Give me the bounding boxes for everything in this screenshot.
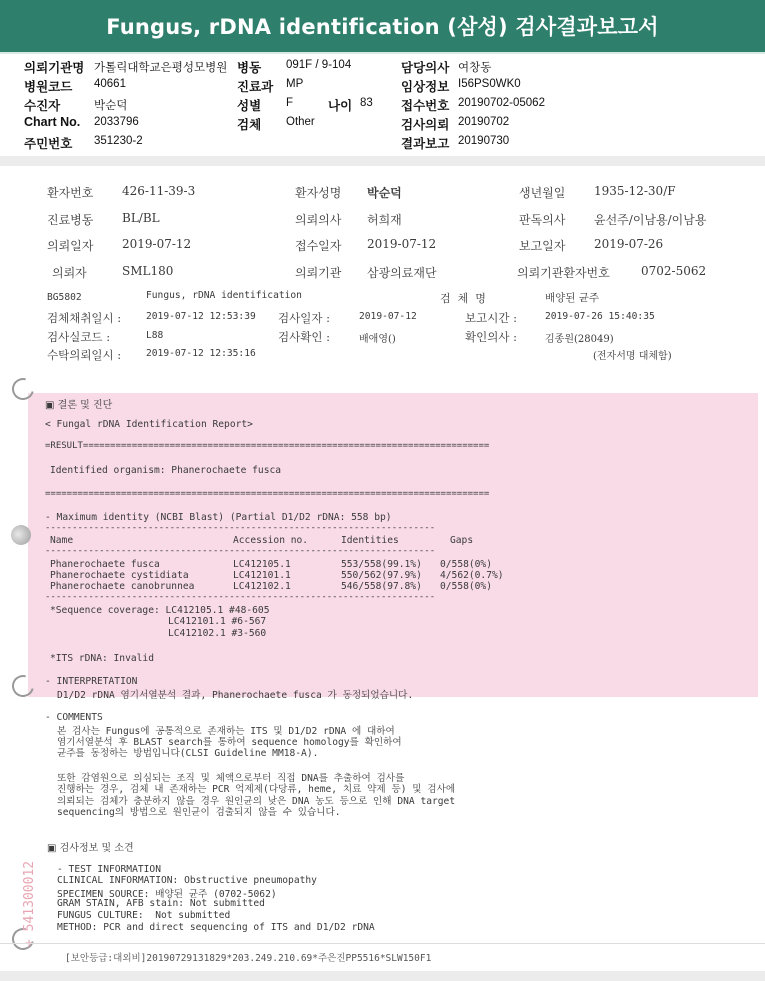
requester-label: 의뢰자 <box>52 266 87 280</box>
patient-name: 박순덕 <box>367 186 402 200</box>
confirm: 배애영() <box>359 334 396 345</box>
patient-no: 426-11-39-3 <box>122 184 196 198</box>
vertical-stamp: + 541300012 <box>22 860 37 947</box>
patient-label: 수진자 <box>24 99 61 113</box>
sex-label: 성별 <box>237 99 262 113</box>
receipt-value: 20190702-05062 <box>458 97 545 109</box>
test-info-line: GRAM STAIN, AFB stain: Not submitted <box>57 898 265 909</box>
specimen-value: Other <box>286 116 315 128</box>
comments-title: - COMMENTS <box>45 712 103 723</box>
exam-date: 2019-07-12 <box>359 311 417 322</box>
chart-label: Chart No. <box>24 115 81 129</box>
equals-divider: ================================================================================== <box>45 489 490 499</box>
hospcode-label: 병원코드 <box>24 80 73 94</box>
col-accession: Accession no. <box>233 535 309 546</box>
confirm-doc: 김종원(28049) <box>545 334 614 345</box>
request-label: 검사의뢰 <box>401 118 450 132</box>
table-row: Phanerochaete canobrunnea <box>50 581 195 592</box>
report-title: Fungus, rDNA identification (삼성) 검사결과보고서 <box>106 15 659 39</box>
dob-label: 생년월일 <box>519 186 566 200</box>
specimen-label: 검체 <box>237 118 262 132</box>
interpretation-text: D1/D2 rDNA 염기서열분석 결과, Phanerochaete fusca 가 동정되었습니다. <box>57 690 414 701</box>
patient-value: 박순덕 <box>94 100 128 112</box>
comment-line: sequencing의 방법으로 원인균이 검출되지 않을 수 있습니다. <box>57 807 341 818</box>
req-date-label: 의뢰일자 <box>47 239 94 253</box>
confirm-label: 검사확인 : <box>278 330 330 344</box>
comment-line: 본 검사는 Fungus에 공통적으로 존재하는 ITS 및 D1/D2 rDNA 에 대하여 <box>57 726 395 737</box>
sex-value: F <box>286 97 294 109</box>
report-subtitle: < Fungal rDNA Identification Report> <box>45 419 253 430</box>
age-value: 83 <box>360 97 373 109</box>
table-bottom-rule: ------------------------------------------------------------------------ <box>45 592 436 602</box>
header-info <box>0 54 765 154</box>
comment-line: 또한 감염원으로 의심되는 조직 및 체액으로부터 직접 DNA를 추출하여 검사를 <box>57 773 405 784</box>
table-cell: 553/558(99.1%) <box>341 559 422 570</box>
test-info-line: SPECIMEN SOURCE: 배양된 균주 (0702-5062) <box>57 889 277 900</box>
comment-line: 염기서열분석 후 BLAST search를 통하여 sequence homology를 확인하여 <box>57 737 402 748</box>
its-rdna: *ITS rDNA: Invalid <box>50 653 154 664</box>
ref-doctor: 허희재 <box>367 213 402 227</box>
request-value: 20190702 <box>458 116 510 128</box>
reading-label: 판독의사 <box>519 213 566 227</box>
consign-label: 수탁의뢰일시 : <box>47 348 122 362</box>
sequence-coverage: LC412102.1 #3-560 <box>168 628 267 639</box>
confirm-doc-label: 확인의사 : <box>465 330 517 344</box>
comment-line: 균주를 동정하는 방법입니다(CLSI Guideline MM18-A). <box>57 748 319 759</box>
rcv-date: 2019-07-12 <box>367 237 437 251</box>
institution-label: 의뢰기관명 <box>24 61 85 75</box>
rrn-value: 351230-2 <box>94 135 143 147</box>
specimen-name-label: 검 체 명 <box>440 292 486 305</box>
dept-value: MP <box>286 78 304 90</box>
test-code: BG5802 <box>47 292 82 303</box>
section-test-info: ▣ 검사정보 및 소견 <box>47 843 134 854</box>
clinical-label: 임상정보 <box>401 80 450 94</box>
report-title-banner <box>0 0 765 52</box>
test-info-line: FUNGUS CULTURE: Not submitted <box>57 910 231 921</box>
ward: BL/BL <box>122 211 160 225</box>
ref-patient-no-label: 의뢰기관환자번호 <box>517 266 610 280</box>
col-gaps: Gaps <box>450 535 474 546</box>
requester: SML180 <box>122 264 174 278</box>
table-cell: 4/562(0.7%) <box>440 570 504 581</box>
report-value: 20190730 <box>458 135 510 147</box>
identified-organism: Identified organism: Phanerochaete fusca <box>50 465 282 476</box>
clinical-value: I56PS0WK0 <box>458 78 521 90</box>
exam-date-label: 검사일자 : <box>278 311 330 325</box>
test-name: Fungus, rDNA identification <box>146 290 302 301</box>
result-line: =RESULT=========================================================================== <box>45 441 490 451</box>
reading: 윤선주/이남용/이남용 <box>594 213 707 227</box>
table-cell: 550/562(97.9%) <box>341 570 422 581</box>
table-top-rule: ------------------------------------------------------------------------ <box>45 523 436 533</box>
table-row: Phanerochaete fusca <box>50 559 160 570</box>
rep-date: 2019-07-26 <box>594 237 664 251</box>
section-conclusion: ▣ 결론 및 진단 <box>45 400 113 411</box>
test-info-line: - TEST INFORMATION <box>57 864 161 875</box>
collect: 2019-07-12 12:53:39 <box>146 311 256 322</box>
patient-no-label: 환자번호 <box>47 186 94 200</box>
comment-line: 의뢰되는 검체가 충분하지 않을 경우 원인균의 낮은 DNA 농도 등으로 인해 DNA target <box>57 796 456 807</box>
doctor-value: 여창동 <box>458 62 492 74</box>
report-time-label: 보고시간 : <box>465 311 517 325</box>
interpretation-title: - INTERPRETATION <box>45 676 138 687</box>
ref-patient-no: 0702-5062 <box>641 264 707 278</box>
test-info-line: CLINICAL INFORMATION: Obstructive pneumopathy <box>57 875 317 886</box>
table-header-rule: ------------------------------------------------------------------------ <box>45 546 436 556</box>
table-cell: 0/558(0%) <box>440 559 492 570</box>
specimen-name: 배양된 균주 <box>545 292 600 304</box>
institution-value: 가톨릭대학교은평성모병원 <box>94 62 228 74</box>
ward-label: 병동 <box>237 61 262 75</box>
age-label: 나이 <box>328 99 353 113</box>
receipt-label: 접수번호 <box>401 99 450 113</box>
esign-note: (전자서명 대체함) <box>593 351 672 362</box>
ref-doctor-label: 의뢰의사 <box>295 213 342 227</box>
dob: 1935-12-30/F <box>594 184 676 198</box>
ref-inst-label: 의뢰기관 <box>295 266 342 280</box>
room-label: 검사실코드 : <box>47 330 111 344</box>
rrn-label: 주민번호 <box>24 137 73 151</box>
comment-line: 진행하는 경우, 검체 내 존재하는 PCR 억제제(다당류, heme, 치료 약제 등) 및 검사에 <box>57 784 456 795</box>
max-identity: - Maximum identity (NCBI Blast) (Partial D1/D2 rDNA: 558 bp) <box>45 512 392 523</box>
report-label: 결과보고 <box>401 137 450 151</box>
rcv-date-label: 접수일자 <box>295 239 342 253</box>
col-name: Name <box>50 535 74 546</box>
dept-label: 진료과 <box>237 80 274 94</box>
table-cell: LC412102.1 <box>233 581 291 592</box>
table-cell: LC412101.1 <box>233 570 291 581</box>
hospcode-value: 40661 <box>94 78 126 90</box>
test-info-line: METHOD: PCR and direct sequencing of ITS and D1/D2 rDNA <box>57 922 375 933</box>
sequence-coverage: LC412101.1 #6-567 <box>168 616 267 627</box>
table-cell: LC412105.1 <box>233 559 291 570</box>
table-cell: 0/558(0%) <box>440 581 492 592</box>
consign: 2019-07-12 12:35:16 <box>146 348 256 359</box>
ward-value: 091F / 9-104 <box>286 59 352 71</box>
bottom-band <box>0 971 765 981</box>
room: L88 <box>146 330 164 341</box>
ward-label: 진료병동 <box>47 213 94 227</box>
table-row: Phanerochaete cystidiata <box>50 570 189 581</box>
chart-value: 2033796 <box>94 116 139 128</box>
table-cell: 546/558(97.8%) <box>341 581 422 592</box>
doctor-label: 담당의사 <box>401 61 450 75</box>
section-divider <box>0 156 765 166</box>
security-footer: [보안등급:대외비]20190729131829*203.249.210.69*주은진PP5516*SLW150F1 <box>65 953 432 964</box>
ref-inst: 삼광의료재단 <box>367 266 437 280</box>
rep-date-label: 보고일자 <box>519 239 566 253</box>
report-time: 2019-07-26 15:40:35 <box>545 311 655 322</box>
collect-label: 검체채취일시 : <box>47 311 122 325</box>
req-date: 2019-07-12 <box>122 237 192 251</box>
sequence-coverage: *Sequence coverage: LC412105.1 #48-605 <box>50 605 270 616</box>
patient-name-label: 환자성명 <box>295 186 342 200</box>
col-identities: Identities <box>341 535 399 546</box>
